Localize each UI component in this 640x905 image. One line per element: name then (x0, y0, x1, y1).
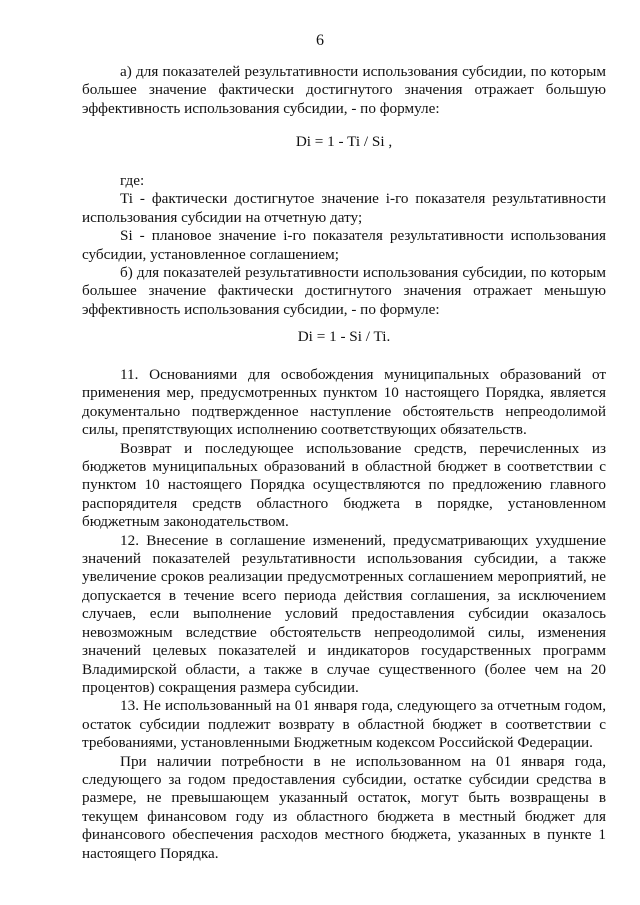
paragraph-clause-11: 11. Основаниями для освобождения муниципальных образований от применения мер, предусмотренных пунктом 10 настоящего Порядка, является документально подтвержденное наступление обстоятельств непреодолимой силы, препятствующих исполнению соответствующих обязательств. (82, 366, 606, 439)
page-number: 6 (316, 32, 324, 49)
paragraph-clause-12: 12. Внесение в соглашение изменений, предусматривающих ухудшение значений показателей результативности использования субсидии, а также увеличение сроков реализации предусмотренных соглашением мероприятий, не допускается в течение всего периода действия соглашения, за исключением случаев, если выполнение условий предоставления субсидии оказалось невозможным вследствие обстоятельств непреодолимой силы, изменения значений целевых показателей и индикаторов государственных программ Владимирской области, а также в случае существенного (более чем на 20 процентов) сокращения размера субсидии. (82, 531, 606, 696)
formula-inverse (82, 328, 606, 346)
formula-direct (82, 133, 606, 151)
formula-text: Di = 1 - Si / Ti. (297, 328, 391, 345)
formula-text: Di = 1 - Ti / Si , (295, 133, 393, 150)
paragraph-refund: Возврат и последующее использование средств, перечисленных из бюджетов муниципальных образований в областной бюджет в соответствии с пунктом 10 настоящего Порядка осуществляются по предложению главного распорядителя средств областного бюджета в порядке, установленном бюджетным законодательством. (82, 439, 606, 531)
text-block-b (82, 172, 606, 319)
text-block-a (82, 63, 606, 118)
paragraph-need: При наличии потребности в не использованном на 01 января года, следующего за годом предоставления субсидии, остатке субсидии средства в размере, не превышающем указанный остаток, могут быть возвращены в текущем финансовом году из областного бюджета в местный бюджет для финансового обеспечения расходов местного бюджета, указанных в пункте 1 настоящего Порядка. (82, 752, 606, 862)
paragraph-item-a: а) для показателей результативности использования субсидии, по которым большее значение фактически достигнутого значения отражает большую эффективность использования субсидии, - по формуле: (82, 63, 606, 117)
paragraph-ti-definition: Ti - фактически достигнутое значение i-го показателя результативности использования субсидии на отчетную дату; (82, 190, 606, 226)
paragraph-item-b: б) для показателей результативности использования субсидии, по которым большее значение фактически достигнутого значения отражает меньшую эффективность использования субсидии, - по формуле: (82, 264, 606, 318)
paragraph-clause-13: 13. Не использованный на 01 января года, следующего за отчетным годом, остаток субсидии подлежит возврату в областной бюджет в соответствии с требованиями, установленными Бюджетным кодексом Российской Федерации. (82, 697, 606, 752)
text-block-c (82, 366, 606, 863)
paragraph-si-definition: Si - плановое значение i-го показателя результативности использования субсидии, установленное соглашением; (82, 227, 606, 263)
paragraph-where: где: (120, 172, 145, 189)
